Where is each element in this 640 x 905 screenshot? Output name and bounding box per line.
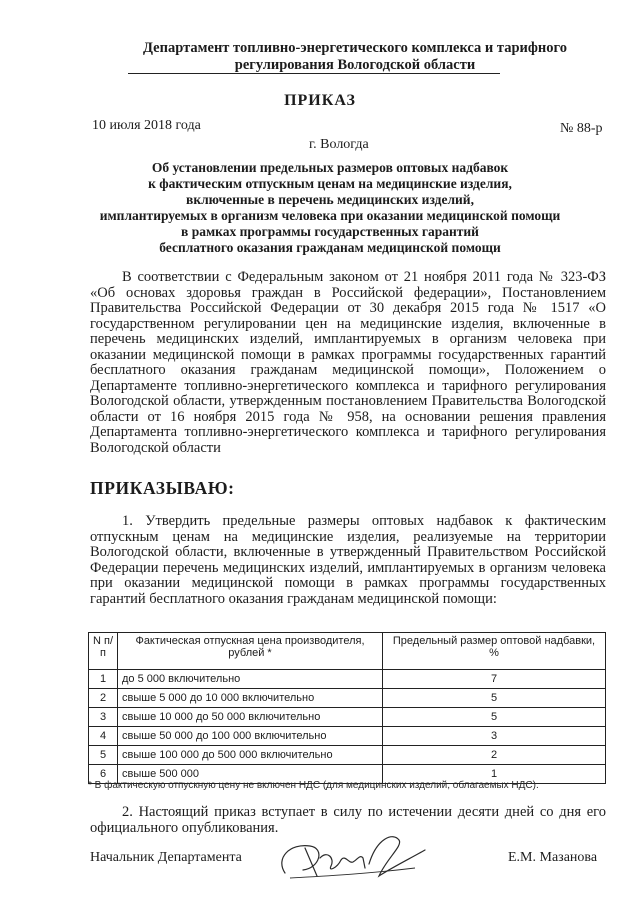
row-price: до 5 000 включительно	[118, 670, 383, 689]
row-number: 3	[89, 708, 118, 727]
subject-line: к фактическим отпускным ценам на медицинские изделия,	[148, 176, 512, 191]
header-limit: Предельный размер оптовой надбавки, %	[383, 633, 606, 670]
subject-line: имплантируемых в организм человека при оказании медицинской помощи	[99, 208, 561, 223]
row-limit: 5	[383, 708, 606, 727]
signer-name: Е.М. Мазанова	[508, 850, 598, 865]
document-type: ПРИКАЗ	[284, 92, 356, 109]
item-1-paragraph: 1. Утвердить предельные размеры оптовых надбавок к фактическим отпускным ценам на медицинские изделия, реализуемые на территории Вологодской области, включенные в утвержденный Правительством Российской Федерации перечень медицинских изделий, имплантируемых в организм человека при оказании медицинской помощи в рамках программы государственных гарантий бесплатного оказания гражданам медицинской помощи:	[90, 513, 606, 607]
subject-line: включенные в перечень медицинских изделий,	[186, 192, 474, 207]
document-subject	[60, 160, 600, 256]
table-row	[89, 670, 606, 689]
row-number: 4	[89, 727, 118, 746]
table-footnote: * В фактическую отпускную цену не включен НДС (для медицинских изделий, облагаемых НДС).	[88, 780, 539, 791]
document-number: № 88-р	[560, 121, 603, 136]
markup-table	[88, 632, 606, 784]
handwritten-signature	[265, 828, 435, 888]
signature-stroke	[282, 837, 425, 876]
header-number: N п/п	[89, 633, 118, 670]
document-city: г. Вологда	[309, 137, 369, 152]
signature-underline	[290, 868, 415, 878]
table-row	[89, 746, 606, 765]
table-header-row	[89, 633, 606, 670]
subject-line: в рамках программы государственных гарантий	[181, 224, 479, 239]
row-number: 2	[89, 689, 118, 708]
subject-line: бесплатного оказания гражданам медицинской помощи	[159, 240, 501, 255]
row-number: 6	[89, 765, 118, 784]
row-price: свыше 100 000 до 500 000 включительно	[118, 746, 383, 765]
row-price: свыше 50 000 до 100 000 включительно	[118, 727, 383, 746]
subject-line: Об установлении предельных размеров оптовых надбавок	[151, 160, 509, 175]
table-row	[89, 727, 606, 746]
row-price: свыше 5 000 до 10 000 включительно	[118, 689, 383, 708]
signer-position: Начальник Департамента	[90, 850, 242, 865]
row-number: 5	[89, 746, 118, 765]
row-price: свыше 10 000 до 50 000 включительно	[118, 708, 383, 727]
department-header	[100, 40, 610, 74]
row-limit: 2	[383, 746, 606, 765]
preamble-paragraph: В соответствии с Федеральным законом от 21 ноября 2011 года № 323-ФЗ «Об основах здоровья граждан в Российской федерации», Постановлением Правительства Российской Федерации от 30 декабря 2015 года № 1517 «О государственном регулировании цен на медицинские изделия, включенные в перечень медицинских изделий, имплантируемых в организм человека при оказании медицинской помощи в рамках программы государственных гарантий бесплатного оказания гражданам медицинской помощи», Положением о Департаменте топливно-энергетического комплекса и тарифного регулирования Вологодской области, утвержденным постановлением Правительства Вологодской области от 16 ноября 2015 года № 958, на основании решения правления Департамента топливно-энергетического комплекса и тарифного регулирования Вологодской области	[90, 269, 606, 456]
table-row	[89, 689, 606, 708]
document-date: 10 июля 2018 года	[92, 118, 201, 133]
department-name-line1: Департамент топливно-энергетического комплекса и тарифного	[143, 40, 567, 56]
item-2-paragraph: 2. Настоящий приказ вступает в силу по истечении десяти дней со дня его официального опубликования.	[90, 804, 606, 836]
row-number: 1	[89, 670, 118, 689]
row-price: свыше 500 000	[118, 765, 383, 784]
order-directive: ПРИКАЗЫВАЮ:	[90, 478, 235, 498]
table-row	[89, 708, 606, 727]
row-limit: 1	[383, 765, 606, 784]
row-limit: 7	[383, 670, 606, 689]
row-limit: 5	[383, 689, 606, 708]
header-price: Фактическая отпускная цена производителя, рублей *	[118, 633, 383, 670]
row-limit: 3	[383, 727, 606, 746]
department-name-line2: регулирования Вологодской области	[234, 57, 476, 73]
header-divider	[128, 73, 500, 74]
